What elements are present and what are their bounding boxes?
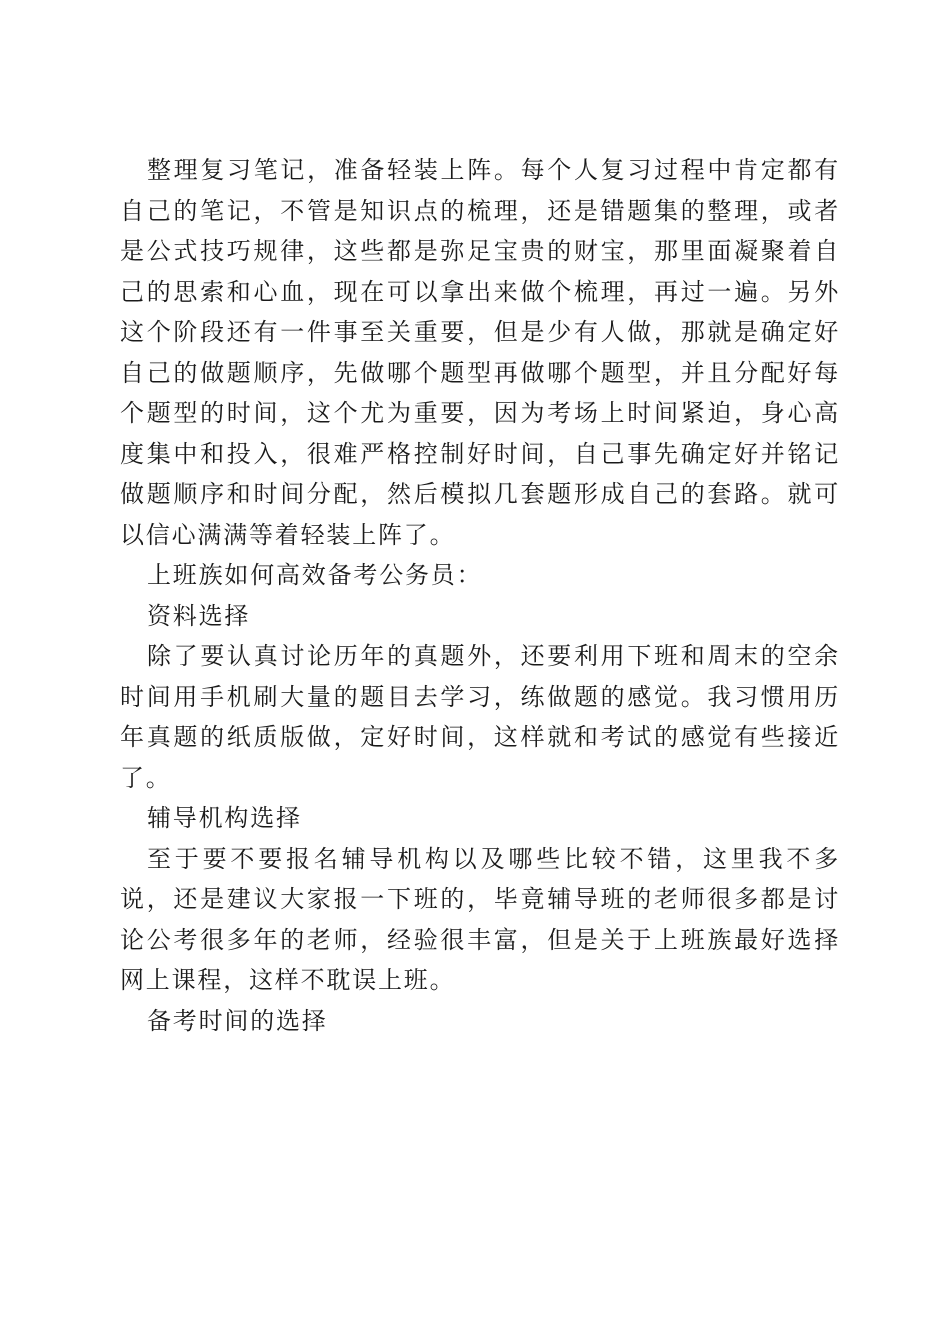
subheading-materials: 资料选择 — [147, 601, 251, 630]
document-body — [120, 150, 840, 1041]
subheading-tutoring: 辅导机构选择 — [147, 804, 302, 832]
paragraph-materials: 除了要认真讨论历年的真题外，还要利用下班和周末的空余时间用手机刷大量的题目去学习，练做题的感觉。我习惯用历年真题的纸质版做，定好时间，这样就和考试的感觉有些接近了。 — [120, 642, 840, 792]
subheading-study-time: 备考时间的选择 — [147, 1006, 328, 1035]
paragraph-review-notes: 整理复习笔记，准备轻装上阵。每个人复习过程中肯定都有自己的笔记，不管是知识点的梳理，还是错题集的整理，或者是公式技巧规律，这些都是弥足宝贵的财宝，那里面凝聚着自己的思索和心血，现在可以拿出来做个梳理，再过一遍。另外这个阶段还有一件事至关重要，但是少有人做，那就是确定好自己的做题顺序，先做哪个题型再做哪个题型，并且分配好每个题型的时间，这个尤为重要，因为考场上时间紧迫，身心高度集中和投入，很难严格控制好时间，自己事先确定好并铭记做题顺序和时间分配，然后模拟几套题形成自己的套路。就可以信心满满等着轻装上阵了。 — [120, 156, 840, 549]
section-heading-efficient-prep: 上班族如何高效备考公务员： — [147, 561, 483, 589]
paragraph-tutoring: 至于要不要报名辅导机构以及哪些比较不错，这里我不多说，还是建议大家报一下班的，毕竟辅导班的老师很多都是讨论公考很多年的老师，经验很丰富，但是关于上班族最好选择网上课程，这样不耽误上班。 — [120, 844, 840, 994]
